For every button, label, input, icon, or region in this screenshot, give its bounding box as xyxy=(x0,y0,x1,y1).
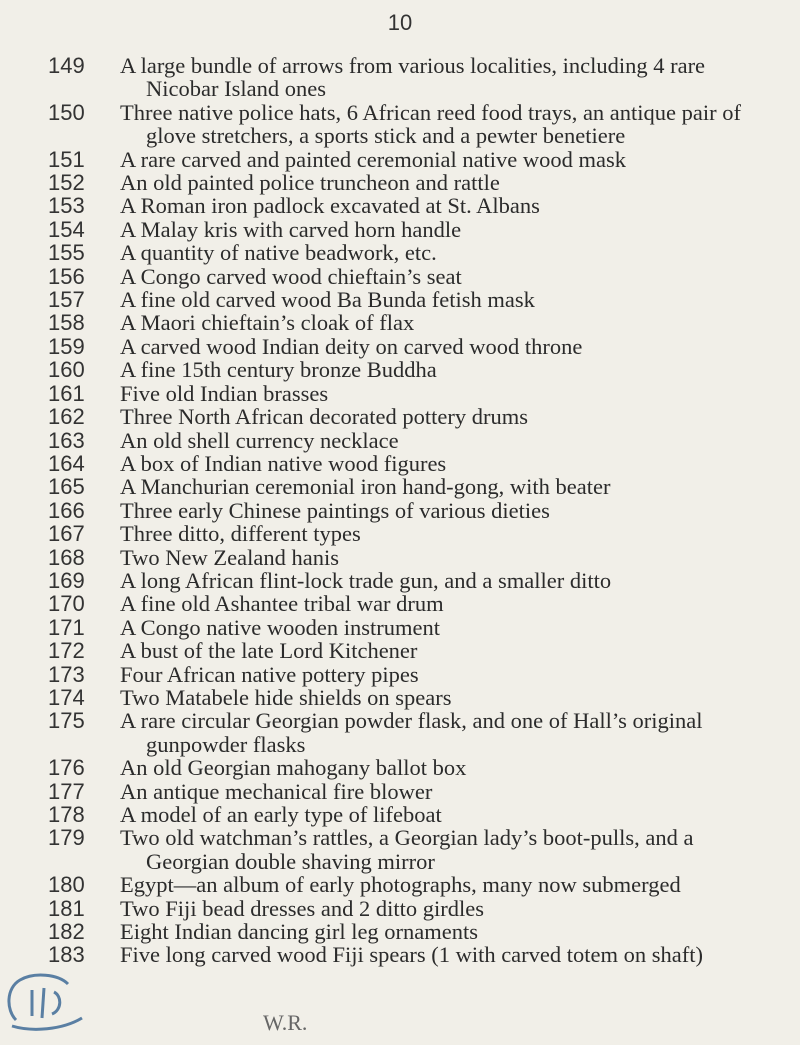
lot-item xyxy=(48,592,768,615)
lot-description: Two Fiji bead dresses and 2 ditto girdles xyxy=(120,895,484,921)
lot-number: 163 xyxy=(48,427,85,453)
lot-description: A large bundle of arrows from various localities, including 4 rare Nicobar Island ones xyxy=(120,53,706,102)
lot-number: 152 xyxy=(48,170,85,196)
stamp-logo-icon xyxy=(2,970,98,1034)
lot-item xyxy=(48,546,768,569)
lot-description: Three early Chinese paintings of various dieties xyxy=(120,497,550,523)
lot-item xyxy=(48,218,768,241)
lot-description: A Congo native wooden instrument xyxy=(120,614,440,640)
lot-number: 169 xyxy=(48,567,85,593)
lot-number: 179 xyxy=(48,825,85,851)
lot-number: 176 xyxy=(48,755,85,781)
lot-number: 164 xyxy=(48,450,85,476)
lot-number: 165 xyxy=(48,474,85,500)
lot-number: 154 xyxy=(48,216,85,242)
lot-number: 153 xyxy=(48,193,85,219)
lot-number: 170 xyxy=(48,591,85,617)
lot-description: A Manchurian ceremonial iron hand-gong, with beater xyxy=(120,474,611,500)
lot-description: Four African native pottery pipes xyxy=(120,661,419,687)
lot-item xyxy=(48,569,768,592)
lot-description: A Maori chieftain’s cloak of flax xyxy=(120,310,415,336)
lot-item xyxy=(48,943,768,966)
lot-item xyxy=(48,897,768,920)
lot-number: 160 xyxy=(48,357,85,383)
lot-description: Five old Indian brasses xyxy=(120,380,329,406)
lot-item xyxy=(48,288,768,311)
lot-number: 180 xyxy=(48,872,85,898)
lot-item xyxy=(48,780,768,803)
lot-number: 167 xyxy=(48,521,85,547)
lot-item xyxy=(48,475,768,498)
lot-number: 161 xyxy=(48,380,85,406)
lot-description: Three North African decorated pottery drums xyxy=(120,404,528,430)
lot-number: 181 xyxy=(48,895,85,921)
lot-number: 162 xyxy=(48,404,85,430)
page-number: 10 xyxy=(387,10,413,35)
lot-number: 175 xyxy=(48,708,85,734)
lot-item xyxy=(48,335,768,358)
lot-description: Three ditto, different types xyxy=(120,521,361,547)
lot-description: A rare carved and painted ceremonial native wood mask xyxy=(120,146,627,172)
lot-item xyxy=(48,663,768,686)
lot-number: 151 xyxy=(48,146,85,172)
lot-description: A bust of the late Lord Kitchener xyxy=(120,638,418,664)
lot-description: A Malay kris with carved horn handle xyxy=(120,216,462,242)
lot-description: A fine old Ashantee tribal war drum xyxy=(120,591,444,617)
lot-item xyxy=(48,171,768,194)
lot-number: 166 xyxy=(48,497,85,523)
lot-number: 177 xyxy=(48,778,85,804)
lot-item xyxy=(48,522,768,545)
lot-description: A Roman iron padlock excavated at St. Albans xyxy=(120,193,540,219)
lot-item xyxy=(48,241,768,264)
lot-item xyxy=(48,311,768,334)
lot-item xyxy=(48,686,768,709)
lot-item xyxy=(48,756,768,779)
lot-description: Two New Zealand hanis xyxy=(120,544,339,570)
lot-description: A carved wood Indian deity on carved wood throne xyxy=(120,333,583,359)
lot-description: A box of Indian native wood figures xyxy=(120,450,447,476)
lot-number: 158 xyxy=(48,310,85,336)
lot-description: Three native police hats, 6 African reed food trays, an antique pair of glove stretchers, a sports stick and a pewter benetiere xyxy=(120,99,742,149)
lot-description: An old Georgian mahogany ballot box xyxy=(120,755,467,781)
lot-item xyxy=(48,639,768,662)
lot-description: A long African flint-lock trade gun, and a smaller ditto xyxy=(120,567,612,593)
lot-item xyxy=(48,148,768,171)
lot-description: An old painted police truncheon and rattle xyxy=(120,170,500,196)
lot-number: 178 xyxy=(48,802,85,827)
lot-item xyxy=(48,405,768,428)
lot-item xyxy=(48,429,768,452)
lot-number: 173 xyxy=(48,661,85,687)
lot-item xyxy=(48,452,768,475)
lot-item xyxy=(48,499,768,522)
lot-item xyxy=(48,54,768,101)
handwritten-mark: W.R. xyxy=(263,1010,308,1035)
lot-item xyxy=(48,616,768,639)
lot-description: Eight Indian dancing girl leg ornaments xyxy=(120,919,479,945)
lot-number: 183 xyxy=(48,942,85,968)
lot-number: 149 xyxy=(48,53,85,78)
lot-description: Two Matabele hide shields on spears xyxy=(120,684,452,710)
lot-description: A fine old carved wood Ba Bunda fetish mask xyxy=(120,287,535,313)
lot-number: 168 xyxy=(48,544,85,570)
lot-description: A Congo carved wood chieftain’s seat xyxy=(120,263,462,289)
lot-description: Five long carved wood Fiji spears (1 with carved totem on shaft) xyxy=(120,942,703,968)
lot-number: 171 xyxy=(48,614,85,640)
lot-number: 172 xyxy=(48,638,85,664)
lot-item xyxy=(48,803,768,826)
lot-number: 182 xyxy=(48,919,85,945)
lot-item xyxy=(48,358,768,381)
lot-item xyxy=(48,920,768,943)
lot-number: 156 xyxy=(48,263,85,289)
lot-description: An antique mechanical fire blower xyxy=(120,778,433,804)
lot-description: A rare circular Georgian powder flask, and one of Hall’s original gunpowder flasks xyxy=(120,708,703,757)
lot-item xyxy=(48,265,768,288)
lot-item xyxy=(48,873,768,896)
lot-description: An old shell currency necklace xyxy=(120,427,399,453)
lot-description: Two old watchman’s rattles, a Georgian lady’s boot-pulls, and a Georgian double shaving mirror xyxy=(120,825,694,874)
lot-item xyxy=(48,101,768,148)
lot-item xyxy=(48,382,768,405)
lot-number: 150 xyxy=(48,99,85,125)
lot-number: 174 xyxy=(48,684,85,710)
lot-item xyxy=(48,194,768,217)
lot-description: A model of an early type of lifeboat xyxy=(120,802,442,827)
lot-description: Egypt—an album of early photographs, many now submerged xyxy=(120,872,681,898)
lot-number: 159 xyxy=(48,333,85,359)
lot-item xyxy=(48,709,768,756)
lot-number: 157 xyxy=(48,287,85,313)
lot-number: 155 xyxy=(48,240,85,266)
lot-item xyxy=(48,826,768,873)
lot-description: A quantity of native beadwork, etc. xyxy=(120,240,437,266)
lot-list xyxy=(48,54,768,967)
lot-description: A fine 15th century bronze Buddha xyxy=(120,357,437,383)
